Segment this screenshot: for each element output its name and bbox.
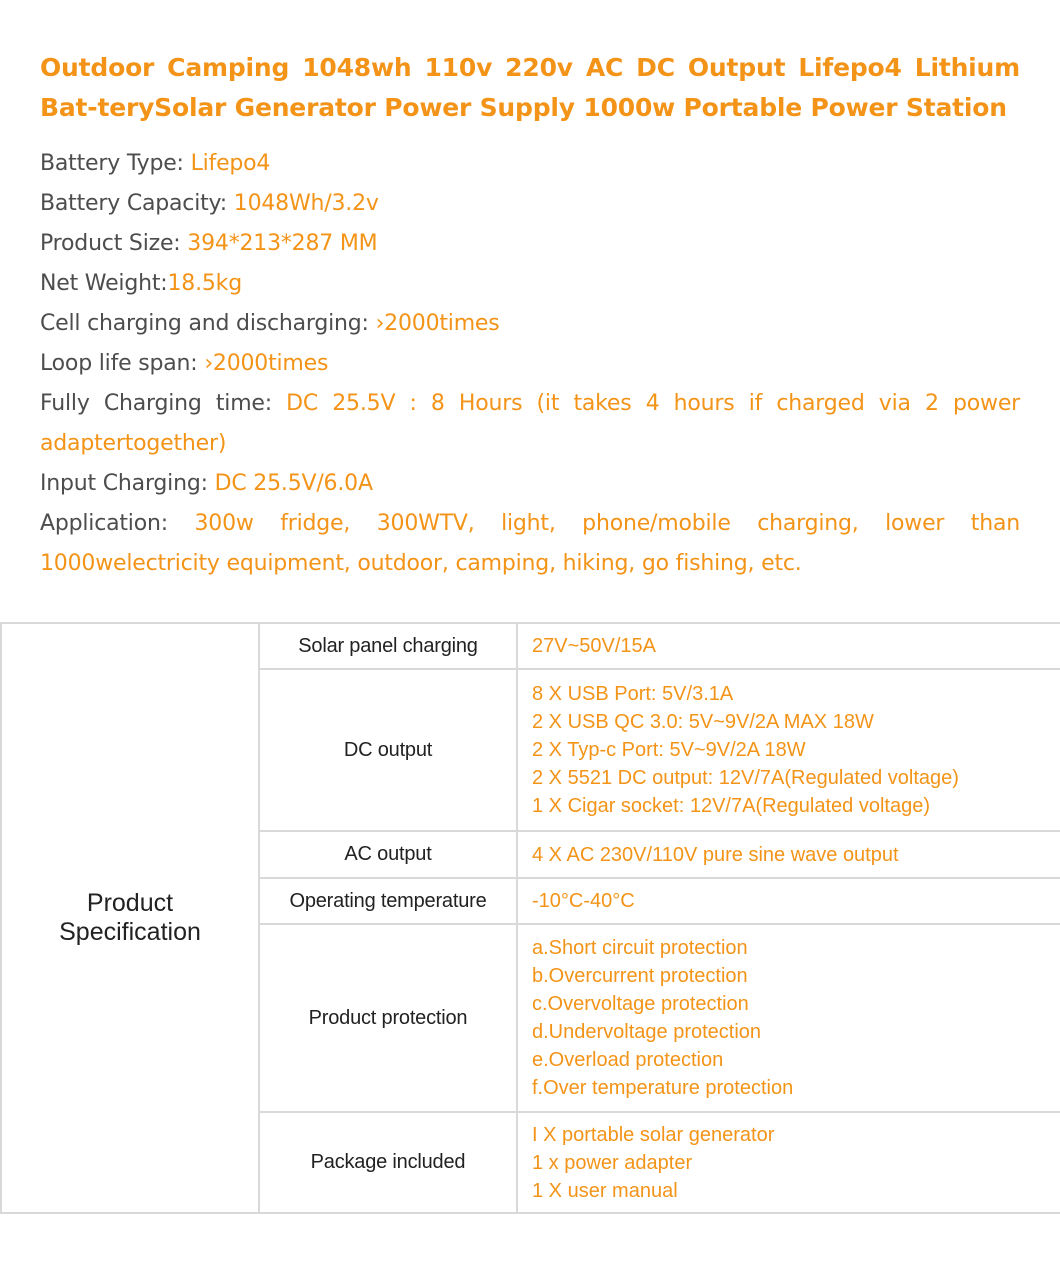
spec-label: Input Charging:	[40, 471, 215, 496]
value-line: 1 x power adapter	[532, 1151, 693, 1174]
value-line: e.Overload protection	[532, 1049, 724, 1071]
row-label-dc-output: DC output	[259, 669, 517, 831]
spec-list	[40, 144, 1020, 584]
row-label-operating-temperature: Operating temperature	[259, 878, 517, 924]
spec-label: Battery Type:	[40, 151, 191, 176]
row-label-solar-panel-charging: Solar panel charging	[259, 623, 517, 669]
spec-product-size	[40, 224, 1020, 264]
spec-label: Fully Charging time:	[40, 391, 287, 416]
section-title-cell	[1, 623, 259, 1213]
spec-battery-capacity	[40, 184, 1020, 224]
spec-charging-time	[40, 384, 1020, 464]
spec-label: Battery Capacity:	[40, 191, 234, 216]
spec-value: 18.5kg	[167, 271, 242, 296]
row-label-ac-output: AC output	[259, 831, 517, 878]
value-line: 8 X USB Port: 5V/3.1A	[532, 683, 734, 705]
value-line: b.Overcurrent protection	[532, 965, 748, 987]
spec-value: DC 25.5V : 8 Hours (it takes 4 hours if charged via 2 power adaptertogether)	[40, 391, 1021, 456]
value-line: 1 X Cigar socket: 12V/7A(Regulated voltage)	[532, 795, 930, 817]
value-line: 4 X AC 230V/110V pure sine wave output	[532, 843, 899, 866]
spec-label: Application:	[40, 511, 195, 536]
row-values-package-included	[517, 1112, 1060, 1213]
spec-value: DC 25.5V/6.0A	[214, 471, 373, 496]
spec-loop-life	[40, 344, 1020, 384]
value-line: 1 X user manual	[532, 1179, 678, 1202]
row-label-product-protection: Product protection	[259, 924, 517, 1112]
spec-application	[40, 504, 1020, 584]
spec-input-charging	[40, 464, 1020, 504]
row-values-solar-panel-charging	[517, 623, 1060, 669]
spec-battery-type	[40, 144, 1020, 184]
table-row	[1, 623, 1060, 669]
spec-label: Loop life span:	[40, 351, 205, 376]
value-line: I X portable solar generator	[532, 1123, 775, 1146]
spec-label: Net Weight:	[40, 271, 168, 296]
value-line: f.Over temperature protection	[532, 1077, 794, 1099]
value-line: a.Short circuit protection	[532, 937, 748, 959]
value-line: c.Overvoltage protection	[532, 993, 749, 1015]
row-values-dc-output	[517, 669, 1060, 831]
section-title-line: Specification	[59, 918, 201, 946]
section-title-line: Product	[86, 889, 174, 917]
row-values-product-protection	[517, 924, 1060, 1112]
value-line: 2 X Typ-c Port: 5V~9V/2A 18W	[532, 739, 806, 761]
value-line: d.Undervoltage protection	[532, 1021, 762, 1043]
row-values-operating-temperature	[517, 878, 1060, 924]
value-line: 2 X 5521 DC output: 12V/7A(Regulated voltage)	[532, 767, 959, 789]
spec-value: 1048Wh/3.2v	[233, 191, 379, 216]
product-title: Outdoor Camping 1048wh 110v 220v AC DC Output Lifepo4 Lithium Bat-terySolar Generator Power Supply 1000w Portable Power Station	[40, 53, 1020, 122]
spec-net-weight	[40, 264, 1020, 304]
spec-cell-cycles	[40, 304, 1020, 344]
spec-value: 300w fridge, 300WTV, light, phone/mobile charging, lower than 1000welectricity equipment, outdoor, camping, hiking, go fishing, etc.	[40, 511, 1020, 576]
value-line: 27V~50V/15A	[532, 635, 656, 657]
spec-value: ›2000times	[375, 311, 500, 336]
spec-value: Lifepo4	[190, 151, 271, 176]
product-spec-table	[0, 622, 1060, 1214]
row-values-ac-output	[517, 831, 1060, 878]
spec-value: 394*213*287 MM	[187, 231, 378, 256]
spec-value: ›2000times	[204, 351, 329, 376]
row-label-package-included: Package included	[259, 1112, 517, 1213]
value-line: -10°C-40°C	[532, 890, 635, 912]
value-line: 2 X USB QC 3.0: 5V~9V/2A MAX 18W	[532, 711, 874, 733]
spec-label: Cell charging and discharging:	[40, 311, 376, 336]
spec-label: Product Size:	[40, 231, 188, 256]
